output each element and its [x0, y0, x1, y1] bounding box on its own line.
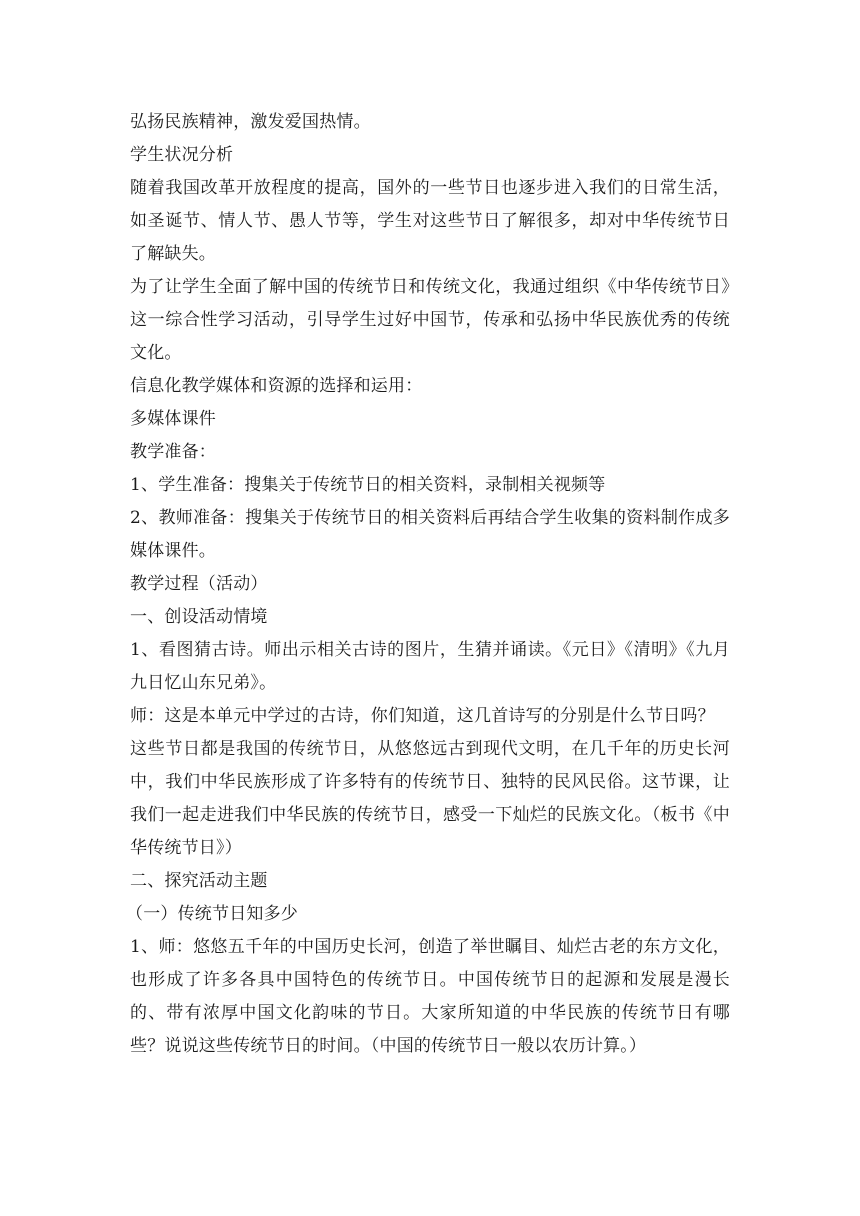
- heading-preparation: 教学准备：: [130, 442, 216, 462]
- heading-subsection-one: （一）传统节日知多少: [126, 904, 298, 924]
- paragraph-teacher-question: 师：这是本单元中学过的古诗，你们知道，这几首诗写的分别是什么节日吗？: [130, 706, 715, 726]
- paragraph-festival-history: 1、师：悠悠五千年的中国历史长河，创造了举世瞩目、灿烂古老的东方文化，也形成了许多各具中国特色的传统节日。中国传统节日的起源和发展是漫长的、带有浓厚中国文化韵味的节日。大家所知道的中华民族的传统节日有哪些？说说这些传统节日的时间。（中国的传统节日一般以农历计算。）: [130, 937, 730, 1056]
- paragraph-multimedia: 多媒体课件: [130, 409, 216, 429]
- heading-media-resources: 信息化教学媒体和资源的选择和运用：: [130, 376, 423, 396]
- paragraph-student-analysis: 随着我国改革开放程度的提高，国外的一些节日也逐步进入我们的日常生活，如圣诞节、情人节、愚人节等，学生对这些节日了解很多，却对中华传统节日了解缺失。: [130, 178, 730, 264]
- heading-student-analysis: 学生状况分析: [130, 145, 234, 165]
- paragraph-intro-line: 弘扬民族精神，激发爱国热情。: [130, 112, 371, 132]
- heading-section-one: 一、创设活动情境: [130, 607, 268, 627]
- paragraph-festival-intro: 这些节日都是我国的传统节日，从悠悠远古到现代文明，在几千年的历史长河中，我们中华民族形成了许多特有的传统节日、独特的民风民俗。这节课，让我们一起走进我们中华民族的传统节日，感受一下灿烂的民族文化。（板书《中华传统节日》）: [130, 739, 730, 858]
- heading-section-two: 二、探究活动主题: [130, 871, 268, 891]
- paragraph-student-prep: 1、学生准备：搜集关于传统节日的相关资料，录制相关视频等: [130, 475, 606, 495]
- paragraph-guess-poems: 1、看图猜古诗。师出示相关古诗的图片，生猜并诵读。《元日》《清明》《九月九日忆山东兄弟》。: [130, 640, 730, 693]
- paragraph-teacher-prep: 2、教师准备：搜集关于传统节日的相关资料后再结合学生收集的资料制作成多媒体课件。: [130, 508, 730, 561]
- paragraph-purpose: 为了让学生全面了解中国的传统节日和传统文化，我通过组织《中华传统节日》这一综合性学习活动，引导学生过好中国节，传承和弘扬中华民族优秀的传统文化。: [130, 277, 730, 363]
- document-body: [126, 106, 730, 1063]
- heading-teaching-process: 教学过程（活动）: [130, 574, 268, 594]
